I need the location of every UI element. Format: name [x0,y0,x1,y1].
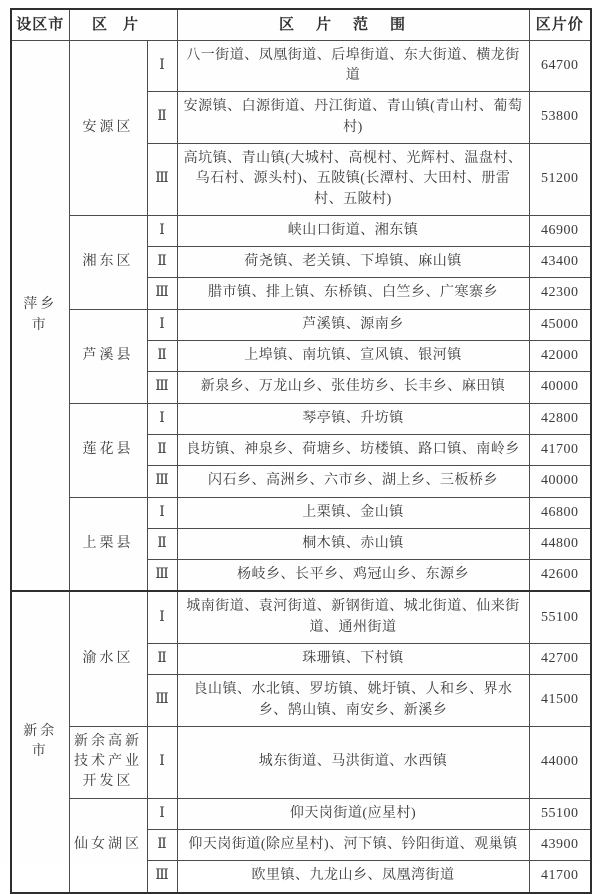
zone-tier-cell: Ⅰ [147,798,177,829]
table-row [11,40,591,92]
zone-tier-cell: Ⅲ [147,560,177,592]
table-row [11,497,591,528]
district-cell: 芦溪县 [69,309,147,403]
zone-price-cell: 42600 [529,560,591,592]
zone-price-cell: 55100 [529,798,591,829]
zone-price-cell: 46900 [529,215,591,246]
district-cell: 湘东区 [69,215,147,309]
zone-price-cell: 43400 [529,247,591,278]
district-cell: 上栗县 [69,497,147,591]
zone-price-cell: 41500 [529,675,591,727]
table-row [11,215,591,246]
zone-scope-cell: 良坊镇、神泉乡、荷塘乡、坊楼镇、路口镇、南岭乡 [177,434,529,465]
zone-tier-cell: Ⅱ [147,247,177,278]
zone-scope-cell: 城南街道、袁河街道、新钢街道、城北街道、仙来街道、通州街道 [177,591,529,643]
zone-price-cell: 46800 [529,497,591,528]
city-cell: 新余市 [11,591,69,892]
table-row [11,591,591,643]
zone-tier-cell: Ⅱ [147,434,177,465]
zone-tier-cell: Ⅰ [147,40,177,92]
zone-tier-cell: Ⅰ [147,215,177,246]
zone-tier-cell: Ⅰ [147,591,177,643]
zone-scope-cell: 珠珊镇、下村镇 [177,643,529,674]
zone-price-cell: 43900 [529,830,591,861]
zone-scope-cell: 仰天岗街道(除应星村)、河下镇、钤阳街道、观巢镇 [177,830,529,861]
zone-tier-cell: Ⅱ [147,643,177,674]
zone-tier-cell: Ⅲ [147,143,177,215]
zone-tier-cell: Ⅲ [147,278,177,309]
header-city: 设区市 [11,9,69,40]
zone-scope-cell: 荷尧镇、老关镇、下埠镇、麻山镇 [177,247,529,278]
zone-tier-cell: Ⅱ [147,528,177,559]
district-cell: 渝水区 [69,591,147,726]
zone-scope-cell: 良山镇、水北镇、罗坊镇、姚圩镇、人和乡、界水乡、鹄山镇、南安乡、新溪乡 [177,675,529,727]
zone-price-cell: 64700 [529,40,591,92]
zone-scope-cell: 桐木镇、赤山镇 [177,528,529,559]
table-row [11,309,591,340]
table-row [11,726,591,798]
zone-scope-cell: 八一街道、凤凰街道、后埠街道、东大街道、横龙街道 [177,40,529,92]
zone-scope-cell: 杨岐乡、长平乡、鸡冠山乡、东源乡 [177,560,529,592]
header-zone: 区片 [69,9,177,40]
zone-price-cell: 44000 [529,726,591,798]
zone-scope-cell: 腊市镇、排上镇、东桥镇、白竺乡、广寒寨乡 [177,278,529,309]
zone-tier-cell: Ⅰ [147,497,177,528]
zone-scope-cell: 上栗镇、金山镇 [177,497,529,528]
district-cell: 新余高新技术产业开发区 [69,726,147,798]
zone-scope-cell: 芦溪镇、源南乡 [177,309,529,340]
district-cell: 安源区 [69,40,147,215]
zone-tier-cell: Ⅰ [147,726,177,798]
zone-scope-cell: 琴亭镇、升坊镇 [177,403,529,434]
table-row [11,798,591,829]
zone-scope-cell: 高坑镇、青山镇(大城村、高枧村、光辉村、温盘村、乌石村、源头村)、五陂镇(长潭村、大田村、册雷村、五陂村) [177,143,529,215]
zone-scope-cell: 闪石乡、高洲乡、六市乡、湖上乡、三板桥乡 [177,466,529,497]
city-cell: 萍乡市 [11,40,69,591]
zone-price-cell: 41700 [529,434,591,465]
zone-price-cell: 45000 [529,309,591,340]
zone-scope-cell: 新泉乡、万龙山乡、张佳坊乡、长丰乡、麻田镇 [177,372,529,403]
header-scope: 区片范围 [177,9,529,40]
table-row [11,403,591,434]
zone-tier-cell: Ⅱ [147,341,177,372]
zone-price-cell: 55100 [529,591,591,643]
zone-tier-cell: Ⅰ [147,309,177,340]
zone-scope-cell: 欧里镇、九龙山乡、凤凰湾街道 [177,861,529,893]
zone-tier-cell: Ⅱ [147,92,177,144]
zone-price-cell: 42300 [529,278,591,309]
zone-tier-cell: Ⅰ [147,403,177,434]
zone-price-cell: 42000 [529,341,591,372]
zone-tier-cell: Ⅲ [147,372,177,403]
zone-price-cell: 53800 [529,92,591,144]
zone-scope-cell: 城东街道、马洪街道、水西镇 [177,726,529,798]
zone-price-cell: 42800 [529,403,591,434]
zone-price-cell: 51200 [529,143,591,215]
zone-scope-cell: 上埠镇、南坑镇、宣风镇、银河镇 [177,341,529,372]
district-cell: 仙女湖区 [69,798,147,892]
zone-tier-cell: Ⅲ [147,466,177,497]
zone-price-table [10,8,592,894]
zone-scope-cell: 安源镇、白源街道、丹江街道、青山镇(青山村、葡萄村) [177,92,529,144]
zone-price-cell: 41700 [529,861,591,893]
price-table-body [11,40,591,892]
zone-price-cell: 42700 [529,643,591,674]
zone-price-cell: 40000 [529,466,591,497]
header-row [11,9,591,40]
zone-tier-cell: Ⅱ [147,830,177,861]
zone-tier-cell: Ⅲ [147,675,177,727]
zone-scope-cell: 仰天岗街道(应星村) [177,798,529,829]
zone-tier-cell: Ⅲ [147,861,177,893]
district-cell: 莲花县 [69,403,147,497]
zone-scope-cell: 峡山口街道、湘东镇 [177,215,529,246]
zone-price-cell: 40000 [529,372,591,403]
header-price: 区片价 [529,9,591,40]
zone-price-cell: 44800 [529,528,591,559]
